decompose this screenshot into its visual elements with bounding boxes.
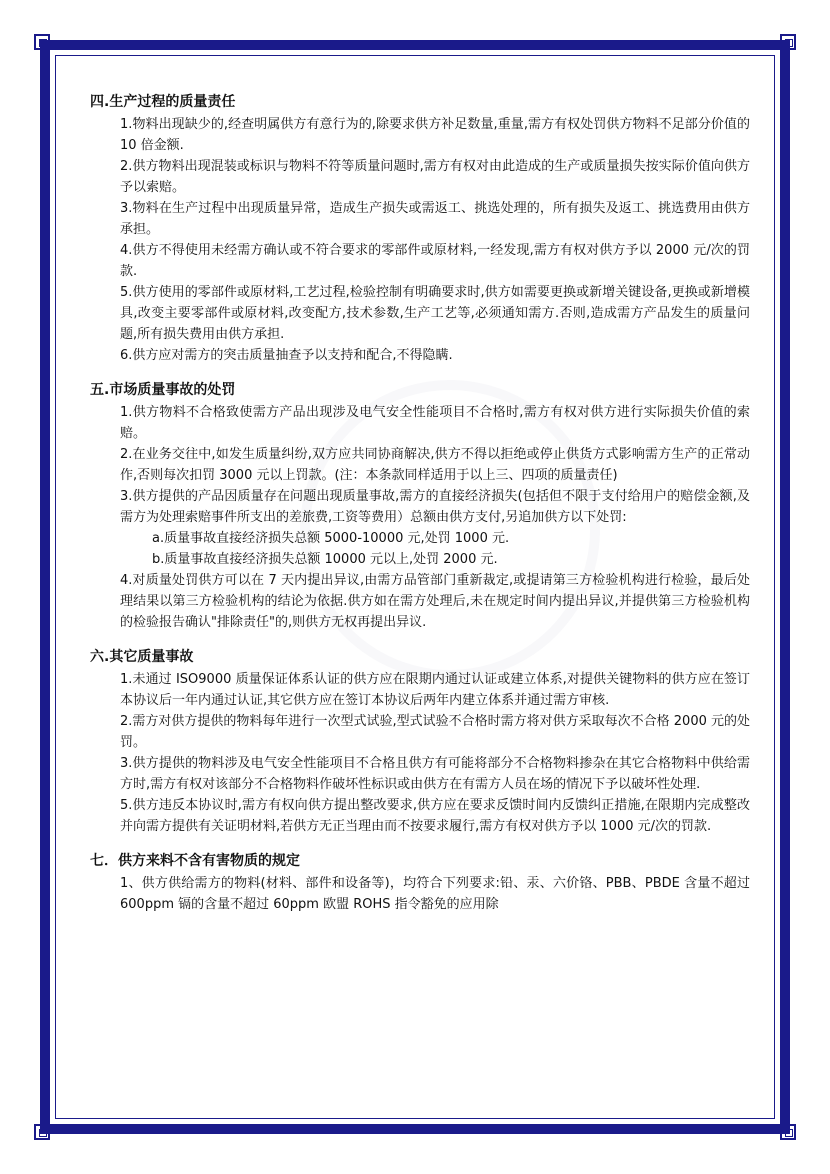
list-item: 4.供方不得使用未经需方确认或不符合要求的零部件或原材料,一经发现,需方有权对供方予以 2000 元/次的罚款. — [120, 243, 750, 279]
section-title: 四.生产过程的质量责任 — [90, 94, 236, 110]
section-title: 五.市场质量事故的处罚 — [90, 382, 236, 398]
list-item: 2.在业务交往中,如发生质量纠纷,双方应共同协商解决,供方不得以拒绝或停止供货方式影响需方生产的正常动作,否则每次扣罚 3000 元以上罚款。(注：本条款同样适用于以上三、四项的质量责任) — [120, 447, 750, 483]
section-6 — [90, 647, 750, 837]
sub-list-item: a.质量事故直接经济损失总额 5000-10000 元,处罚 1000 元. — [152, 531, 510, 546]
list-item: 4.对质量处罚供方可以在 7 天内提出异议,由需方品管部门重新裁定,或提请第三方检验机构进行检验，最后处理结果以第三方检验机构的结论为依据.供方如在需方处理后,未在规定时间内提出异议,并提供第三方检验机构的检验报告确认"排除责任"的,则供方无权再提出异议. — [120, 573, 750, 630]
list-item: 2.供方物料出现混装或标识与物料不符等质量问题时,需方有权对由此造成的生产或质量损失按实际价值向供方予以索赔。 — [120, 159, 750, 195]
list-item: 2.需方对供方提供的物料每年进行一次型式试验,型式试验不合格时需方将对供方采取每次不合格 2000 元的处罚。 — [120, 714, 750, 750]
list-item: 5.供方违反本协议时,需方有权向供方提出整改要求,供方应在要求反馈时间内反馈纠正措施,在限期内完成整改并向需方提供有关证明材料,若供方无正当理由而不按要求履行,需方有权对供方予以 1000 元/次的罚款. — [120, 798, 750, 834]
section-7 — [90, 851, 750, 915]
list-item: 3.供方提供的产品因质量存在问题出现质量事故,需方的直接经济损失(包括但不限于支付给用户的赔偿金额,及需方为处理索赔事件所支出的差旅费,工资等费用）总额由供方支付,另追加供方以下处罚: — [120, 489, 750, 525]
list-item: 5.供方使用的零部件或原材料,工艺过程,检验控制有明确要求时,供方如需要更换或新增关键设备,更换或新增模具,改变主要零部件或原材料,改变配方,技术参数,生产工艺等,必须通知需方.否则,造成需方产品发生的质量问题,所有损失费用由供方承担. — [120, 285, 750, 342]
list-item: 1.供方物料不合格致使需方产品出现涉及电气安全性能项目不合格时,需方有权对供方进行实际损失价值的索赔。 — [120, 405, 750, 441]
list-item: 3.物料在生产过程中出现质量异常，造成生产损失或需返工、挑选处理的，所有损失及返工、挑选费用由供方承担。 — [120, 201, 750, 237]
list-item: 1、供方供给需方的物料(材料、部件和设备等)，均符合下列要求:铅、汞、六价铬、PBB、PBDE 含量不超过 600ppm 镉的含量不超过 60ppm 欧盟 ROHS 指令豁免的应用除 — [120, 876, 750, 912]
section-title: 七．供方来料不含有害物质的规定 — [90, 853, 300, 869]
sub-list-item: b.质量事故直接经济损失总额 10000 元以上,处罚 2000 元. — [152, 552, 498, 567]
list-item: 1.物料出现缺少的,经查明属供方有意行为的,除要求供方补足数量,重量,需方有权处罚供方物料不足部分价值的 10 倍金额. — [120, 117, 750, 153]
list-item: 3.供方提供的物料涉及电气安全性能项目不合格且供方有可能将部分不合格物料掺杂在其它合格物料中供给需方时,需方有权对该部分不合格物料作破坏性标识或由供方在有需方人员在场的情况下予以破坏性处理. — [120, 756, 750, 792]
list-item: 1.未通过 ISO9000 质量保证体系认证的供方应在限期内通过认证或建立体系,对提供关键物料的供方应在签订本协议后一年内通过认证,其它供方应在签订本协议后两年内建立体系并通过需方审核. — [120, 672, 750, 708]
document-body — [90, 92, 750, 1116]
section-title: 六.其它质量事故 — [90, 649, 194, 665]
section-4 — [90, 92, 750, 366]
list-item: 6.供方应对需方的突击质量抽查予以支持和配合,不得隐瞒. — [120, 348, 453, 363]
section-5 — [90, 380, 750, 633]
